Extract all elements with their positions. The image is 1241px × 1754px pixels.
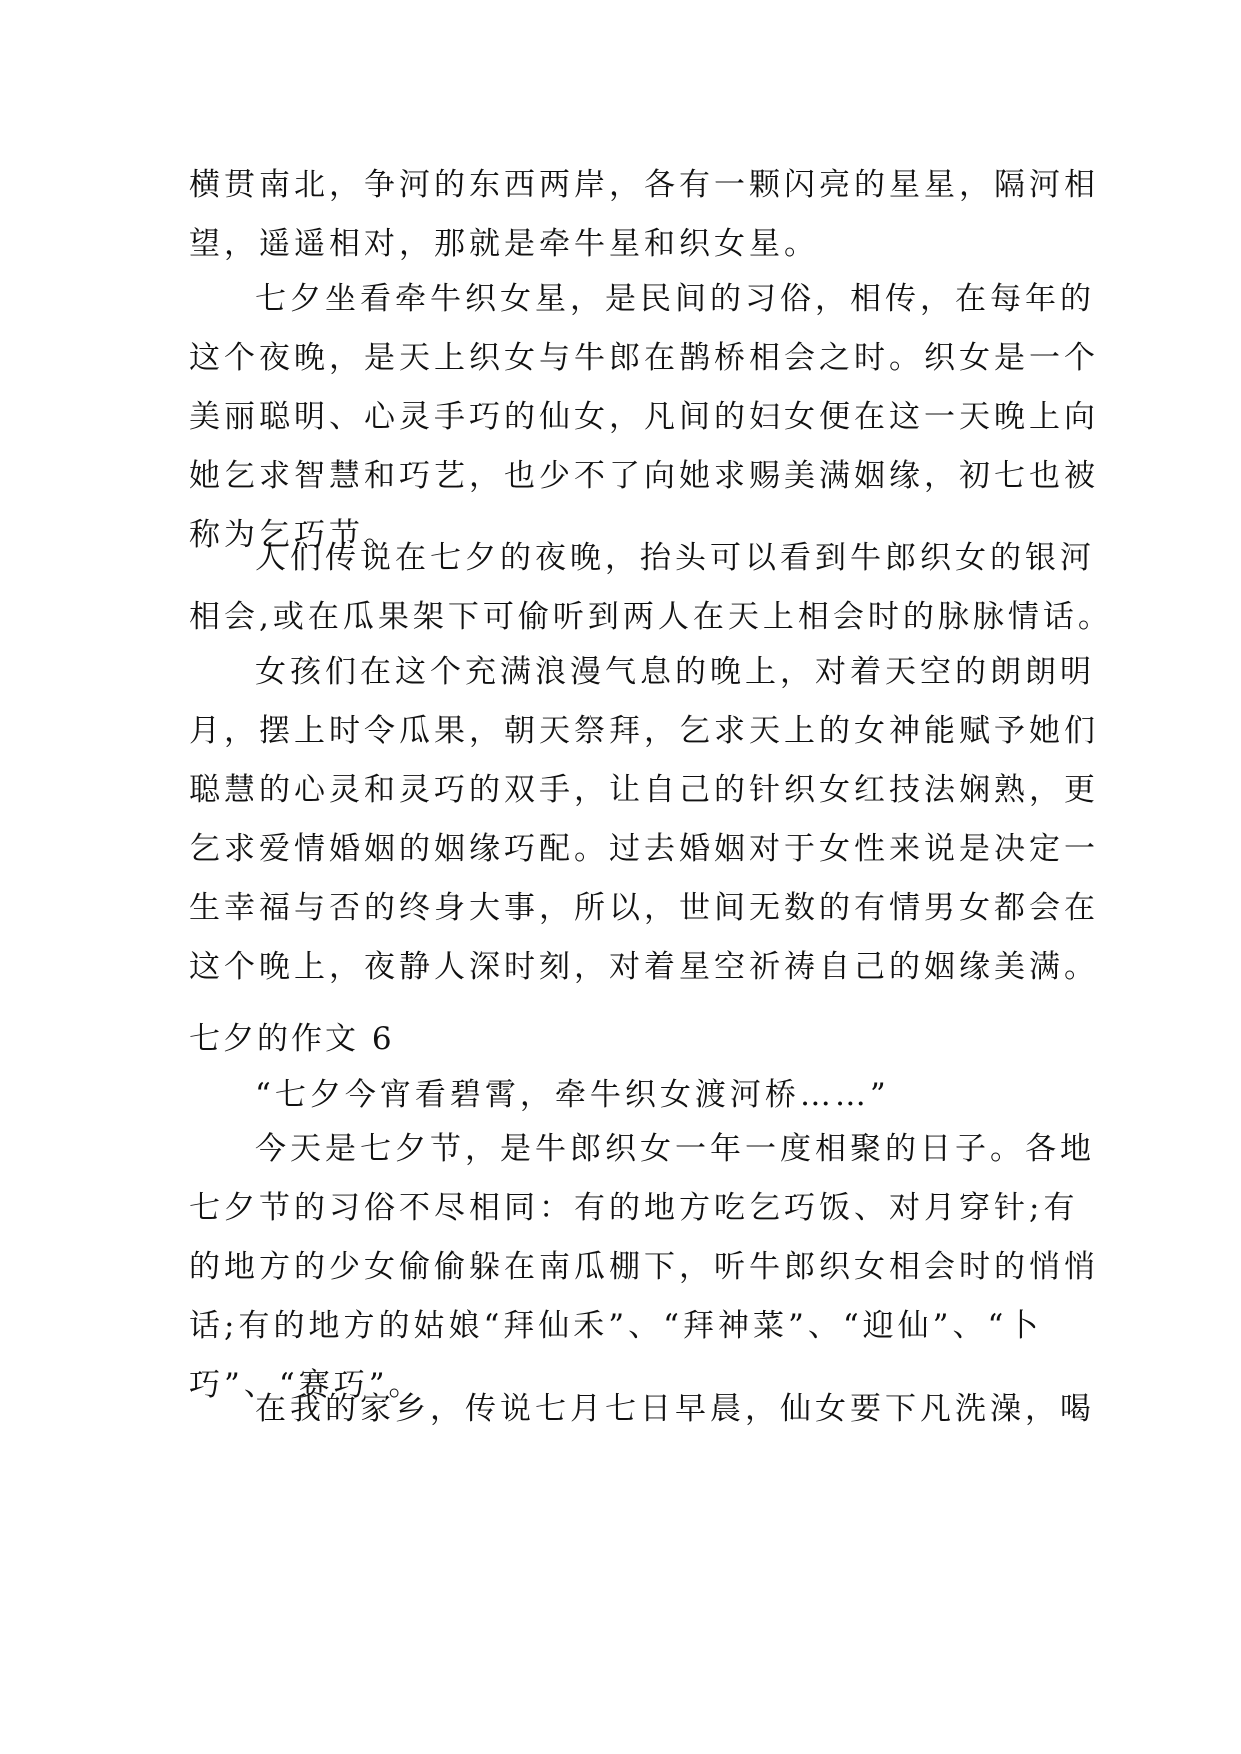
- text-line: 女孩们在这个充满浪漫气息的晚上，对着天空的朗朗明: [255, 654, 1095, 690]
- paragraph: [189, 1380, 1095, 1439]
- text-line: 乞求爱情婚姻的姻缘巧配。过去婚姻对于女性来说是决定一: [189, 831, 1099, 867]
- text-line: 相会,或在瓜果架下可偷听到两人在天上相会时的脉脉情话。: [189, 599, 1113, 635]
- paragraph: [189, 1120, 1099, 1415]
- paragraph: [189, 270, 1099, 565]
- paragraph: [189, 529, 1113, 647]
- quote-paragraph: [189, 1066, 1049, 1125]
- text-line: 人们传说在七夕的夜晚，抬头可以看到牛郎织女的银河: [255, 540, 1095, 576]
- section-heading: [189, 1010, 1049, 1069]
- text-line: 巧”、“赛巧”。: [189, 1367, 424, 1403]
- text-line: 称为乞巧节。: [189, 517, 399, 553]
- text-line: 在我的家乡，传说七月七日早晨，仙女要下凡洗澡，喝: [255, 1391, 1095, 1427]
- text-line: 横贯南北，争河的东西两岸，各有一颗闪亮的星星，隔河相: [189, 167, 1099, 203]
- section-title: 七夕的作文 6: [189, 1021, 395, 1057]
- paragraph: [189, 643, 1099, 997]
- text-line: 话;有的地方的姑娘“拜仙禾”、“拜神菜”、“迎仙”、“卜: [189, 1308, 1043, 1344]
- text-line: 七夕坐看牵牛织女星，是民间的习俗，相传，在每年的: [255, 281, 1095, 317]
- text-line: 这个夜晚，是天上织女与牛郎在鹊桥相会之时。织女是一个: [189, 340, 1099, 376]
- text-line: 今天是七夕节，是牛郎织女一年一度相聚的日子。各地: [255, 1131, 1095, 1167]
- text-line: 美丽聪明、心灵手巧的仙女，凡间的妇女便在这一天晚上向: [189, 399, 1099, 435]
- paragraph-continued: [189, 156, 1099, 274]
- text-line: 这个晚上，夜静人深时刻，对着星空祈祷自己的姻缘美满。: [189, 949, 1099, 985]
- text-line: 七夕节的习俗不尽相同：有的地方吃乞巧饭、对月穿针;有: [189, 1190, 1079, 1226]
- text-line: 聪慧的心灵和灵巧的双手，让自己的针织女红技法娴熟，更: [189, 772, 1099, 808]
- quote-line: “七夕今宵看碧霄，牵牛织女渡河桥……”: [255, 1077, 890, 1113]
- text-line: 月，摆上时令瓜果，朝天祭拜，乞求天上的女神能赋予她们: [189, 713, 1099, 749]
- text-line: 望，遥遥相对，那就是牵牛星和织女星。: [189, 226, 819, 262]
- text-line: 她乞求智慧和巧艺，也少不了向她求赐美满姻缘，初七也被: [189, 458, 1099, 494]
- text-line: 生幸福与否的终身大事，所以，世间无数的有情男女都会在: [189, 890, 1099, 926]
- text-line: 的地方的少女偷偷躲在南瓜棚下，听牛郎织女相会时的悄悄: [189, 1249, 1099, 1285]
